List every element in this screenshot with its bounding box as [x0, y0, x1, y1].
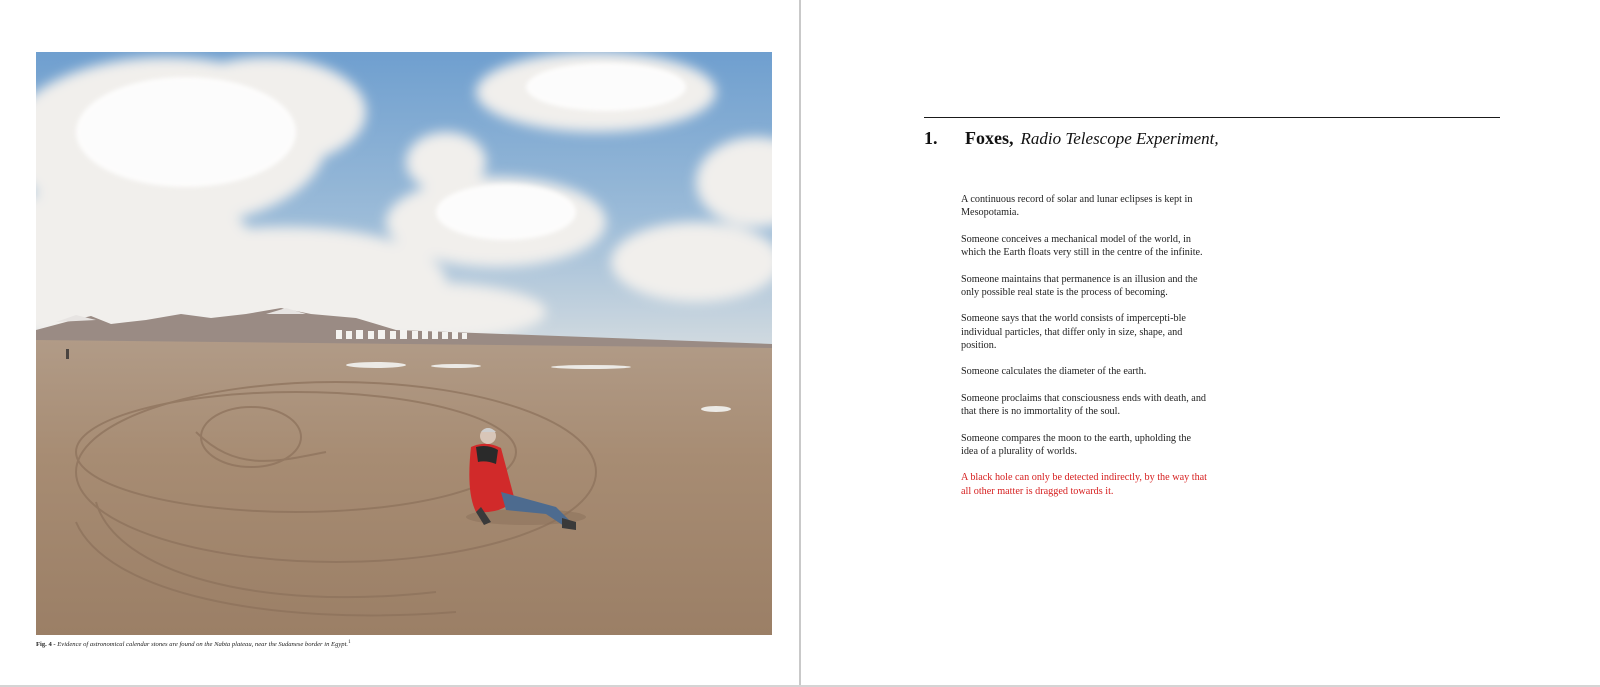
photo-illustration	[36, 52, 772, 635]
paragraph: Someone compares the moon to the earth, upholding the idea of a plurality of worlds.	[961, 432, 1192, 457]
section-number: 1.	[924, 128, 938, 148]
paragraph: Someone maintains that permanence is an illusion and the only possible real state is the process of becoming.	[961, 273, 1198, 298]
footnote-marker: 1	[348, 640, 351, 645]
section-heading	[924, 128, 1219, 149]
section-subtitle: Radio Telescope Experiment,	[1020, 129, 1219, 148]
paragraph: Someone conceives a mechanical model of the world, in which the Earth floats very still in the centre of the infinite.	[961, 233, 1203, 259]
landscape-photo	[36, 52, 772, 635]
figure-caption	[36, 640, 776, 648]
paragraph: Someone proclaims that consciousness ends with death, and that there is no immortality of the soul.	[961, 392, 1207, 418]
figure-label: Fig. 4 -	[36, 641, 56, 649]
figure-caption-text: Evidence of astronomical calendar stones are found on the Nabta plateau, near the Sudanese border in Egypt.	[57, 641, 349, 649]
section-title: Foxes,	[965, 128, 1014, 148]
paragraph: Someone says that the world consists of impercepti-ble individual particles, that differ only in size, shape, and position.	[961, 313, 1186, 351]
paragraph: Someone calculates the diameter of the earth.	[961, 366, 1147, 378]
highlight-paragraph: A black hole can only be detected indirectly, by the way that all other matter is dragged towards it.	[961, 472, 1208, 497]
body-text	[961, 193, 1209, 511]
section-rule	[924, 117, 1500, 118]
left-page	[0, 0, 799, 685]
paragraph: A continuous record of solar and lunar eclipses is kept in Mesopotamia.	[961, 194, 1193, 219]
